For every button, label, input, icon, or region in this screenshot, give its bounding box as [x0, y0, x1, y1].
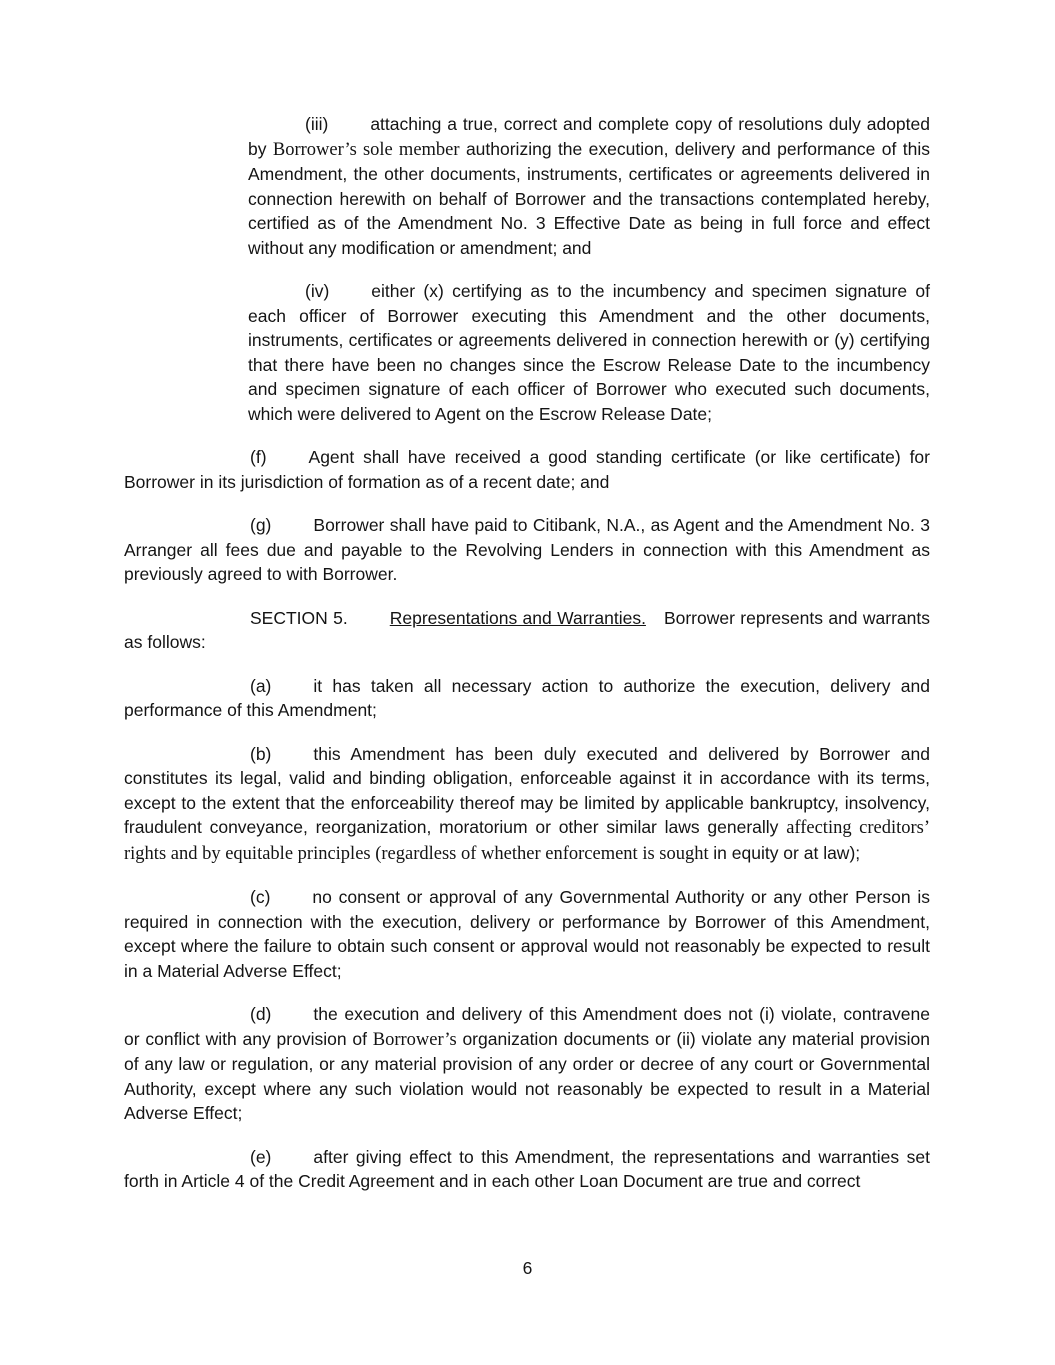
paragraph-label: (c)	[250, 887, 271, 907]
paragraph-text-serif: affecting creditors’ rights and by equitable principles (regardless of whether enforcement is sought	[124, 818, 930, 864]
paragraph-e	[124, 1145, 930, 1194]
paragraph-b	[124, 742, 930, 867]
paragraph-g	[124, 513, 930, 587]
paragraph-text: it has taken all necessary action to authorize the execution, delivery and performance of this Amendment;	[124, 675, 930, 720]
paragraph-text: Borrower represents and warrants as follows:	[124, 607, 930, 652]
paragraph-text: Agent shall have received a good standing certificate (or like certificate) for Borrower in its jurisdiction of formation as of a recent date; and	[124, 447, 930, 492]
paragraph-text: after giving effect to this Amendment, the representations and warranties set forth in Article 4 of the Credit Agreement and in each other Loan Document are true and correct	[124, 1146, 930, 1191]
paragraph-label: (iii)	[305, 114, 329, 134]
paragraph-section-5	[124, 606, 930, 655]
paragraph-text: no consent or approval of any Governmental Authority or any other Person is required in connection with the execution, delivery or performance by Borrower of this Amendment, except where the failure to obtain such consent or approval would not reasonably be expected to result in a Material Adverse Effect;	[124, 887, 930, 981]
paragraph-label: (e)	[250, 1146, 272, 1167]
document-body	[124, 112, 930, 1213]
paragraph-text: either (x) certifying as to the incumbency and specimen signature of each officer of Borrower executing this Amendment and the other documents, instruments, certificates or agreements delivered in connection herewith or (y) certifying that there have been no changes since the Escrow Release Date to the incumbency and specimen signature of each officer of Borrower who executed such documents, which were delivered to Agent on the Escrow Release Date;	[248, 281, 930, 424]
paragraph-label: (b)	[250, 743, 272, 764]
paragraph-text: in equity or at law);	[713, 842, 861, 863]
paragraph-f	[124, 445, 930, 494]
section-heading-underlined: Representations and Warranties.	[389, 607, 646, 628]
section-label: SECTION 5.	[250, 607, 348, 628]
paragraph-text-serif: Borrower’s	[372, 1029, 457, 1050]
paragraph-text: the execution and delivery of this Amendment does not (i) violate, contravene or conflict with any provision of	[124, 1004, 930, 1049]
paragraph-label: (iv)	[305, 281, 330, 301]
paragraph-a	[124, 674, 930, 723]
paragraph-text: Borrower shall have paid to Citibank, N.A., as Agent and the Amendment No. 3 Arranger all fees due and payable to the Revolving Lenders in connection with this Amendment as previously agreed to with Borrower.	[124, 515, 930, 584]
paragraph-iii	[248, 112, 930, 260]
paragraph-text: authorizing the execution, delivery and performance of this Amendment, the other documents, instruments, certificates or agreements delivered in connection herewith on behalf of Borrower and the transactions contemplated hereby, certified as of the Amendment No. 3 Effective Date as being in full force and effect without any modification or amendment; and	[248, 138, 930, 258]
paragraph-label: (g)	[250, 515, 272, 535]
paragraph-text: organization documents or (ii) violate any material provision of any law or regulation, or any material provision of any order or decree of any court or Governmental Authority, except where any such violation would not reasonably be expected to result in a Material Adverse Effect;	[124, 1028, 930, 1123]
paragraph-c	[124, 885, 930, 983]
page-number: 6	[522, 1258, 533, 1278]
paragraph-text-serif: Borrower’s sole member	[272, 139, 460, 160]
paragraph-iv	[248, 279, 930, 426]
paragraph-label: (d)	[250, 1004, 272, 1024]
paragraph-text: attaching a true, correct and complete copy of resolutions duly adopted by	[248, 114, 930, 159]
paragraph-label: (a)	[250, 675, 272, 696]
paragraph-label: (f)	[250, 447, 267, 467]
paragraph-d	[124, 1002, 930, 1126]
paragraph-text: this Amendment has been duly executed and delivered by Borrower and constitutes its legal, valid and binding obligation, enforceable against it in accordance with its terms, except to the extent that the enforceability thereof may be limited by applicable bankruptcy, insolvency, fraudulent conveyance, reorganization, moratorium or other similar laws generally	[124, 743, 930, 837]
